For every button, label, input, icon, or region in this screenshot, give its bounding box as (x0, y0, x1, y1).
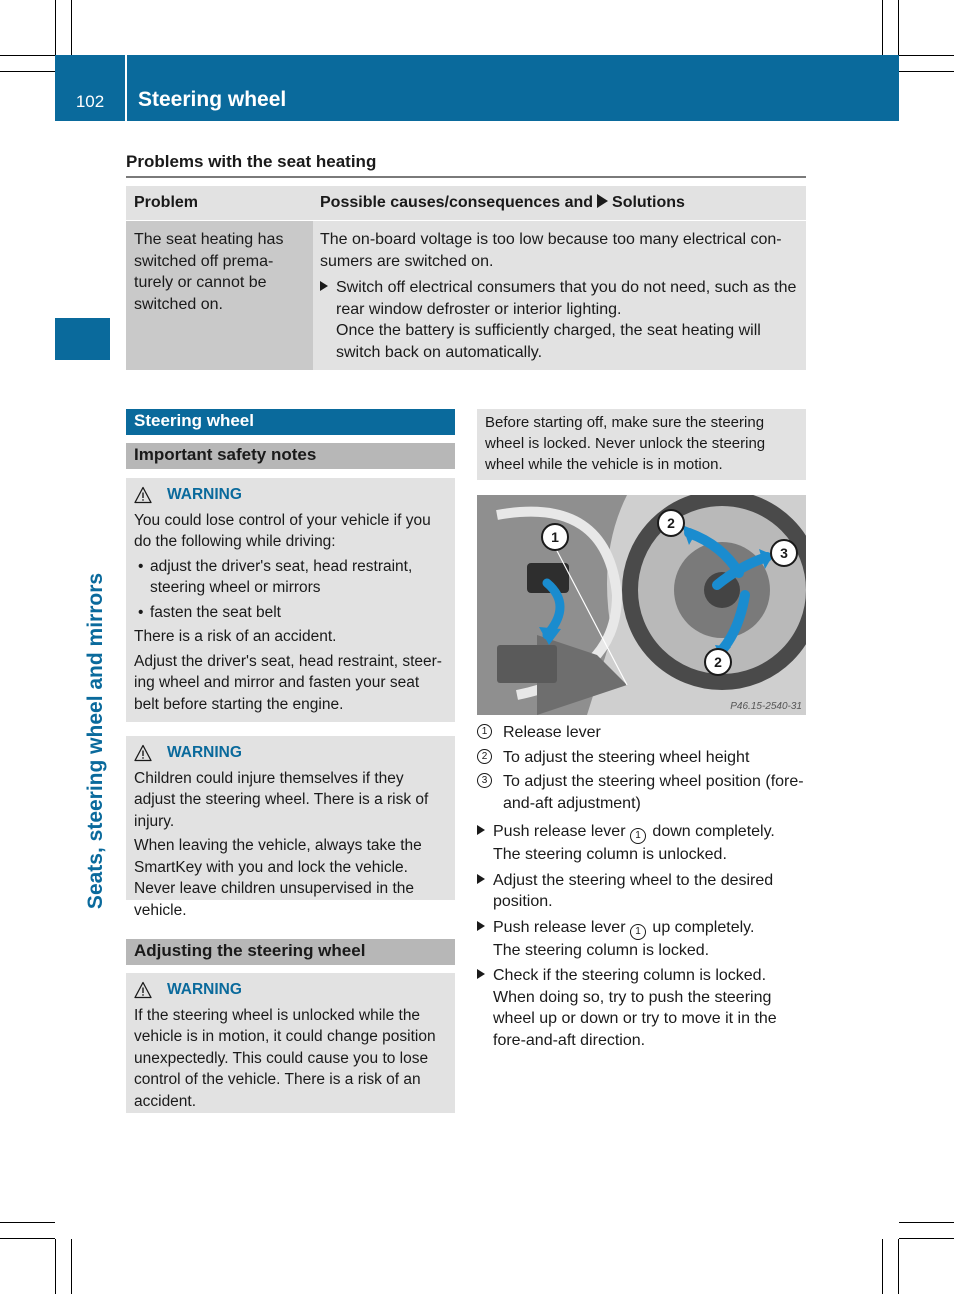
header-divider (125, 55, 127, 121)
crop-mark (0, 1238, 55, 1239)
table-row (126, 221, 806, 370)
step-text-post: up completely. (652, 918, 755, 936)
crop-mark (55, 0, 56, 55)
solution-step-followup: Once the battery is sufficiently charged, the seat heating will switch back on automatically. (336, 322, 761, 361)
play-icon (477, 921, 485, 931)
step-result: The steering column is unlocked. (493, 846, 727, 863)
warning-header (134, 484, 447, 506)
steering-wheel-illustration (477, 495, 806, 715)
crop-mark (899, 71, 954, 72)
legend-text: To adjust the steering wheel position (fore-and-aft adjustment) (503, 773, 804, 812)
list-item (477, 722, 806, 744)
crop-mark (898, 1239, 899, 1294)
crop-mark (0, 55, 55, 56)
cause-text: The on-board voltage is too low because too many electrical con-sumers are switched on. (320, 231, 782, 270)
section-title-steering-wheel: Steering wheel (126, 409, 455, 435)
legend-text: Release lever (503, 724, 601, 741)
callout-2: 2 (667, 515, 675, 531)
warning-label: WARNING (167, 486, 242, 503)
warning-triangle-icon (134, 744, 152, 762)
legend-number: 2 (477, 749, 492, 764)
crop-mark (0, 1222, 55, 1223)
crop-mark (898, 0, 899, 55)
crop-mark (882, 1239, 883, 1294)
solution-step-text: Switch off electrical consumers that you do not need, such as the rear window defroster or interior lighting. (336, 279, 797, 318)
play-icon (597, 194, 608, 208)
page-title: Steering wheel (138, 88, 287, 111)
play-icon (477, 969, 485, 979)
step-result: The steering column is locked. (493, 941, 710, 959)
warning-bullet-list (134, 556, 447, 624)
column-header-solutions-prefix: Possible causes/consequences and (320, 194, 594, 211)
inline-number: 1 (630, 924, 646, 940)
list-item: • fasten the seat belt (134, 602, 447, 624)
list-item: • adjust the driver's seat, head restraint, steering wheel or mirrors (134, 556, 447, 599)
inline-number: 1 (630, 828, 646, 844)
instruction-step (477, 821, 806, 866)
section-rule (126, 176, 806, 178)
play-icon (320, 281, 328, 291)
warning-header (134, 742, 447, 764)
legend-text: To adjust the steering wheel height (503, 748, 750, 766)
subsection-title-adjusting: Adjusting the steering wheel (126, 939, 455, 965)
callout-1: 1 (551, 529, 559, 545)
instruction-step (477, 870, 806, 913)
steering-wheel-figure (477, 495, 806, 715)
chapter-label: Seats, steering wheel and mirrors (84, 572, 107, 910)
column-header-solutions-suffix: Solutions (612, 194, 685, 211)
crop-mark (0, 71, 55, 72)
legend-number: 1 (477, 724, 492, 739)
warning-box-unlocked (126, 973, 455, 1113)
adjustment-steps (477, 821, 806, 1055)
warning-advice: Adjust the driver's seat, head restraint, steer-ing wheel and mirror and fasten your seat belt before starting the engine. (134, 652, 442, 713)
warning-label: WARNING (167, 744, 242, 761)
step-text: Adjust the steering wheel to the desired position. (493, 871, 774, 910)
play-icon (477, 825, 485, 835)
crop-mark (71, 1239, 72, 1294)
warning-triangle-icon (134, 981, 152, 999)
legend-number: 3 (477, 773, 492, 788)
step-text: Check if the steering column is locked. (493, 967, 767, 984)
step-text-pre: Push release lever (493, 918, 626, 936)
column-header-problem: Problem (134, 194, 199, 211)
crop-mark (899, 55, 954, 56)
figure-code: P46.15-2540-31 (730, 701, 802, 712)
step-text (493, 821, 806, 844)
subsection-title-safety-notes: Important safety notes (126, 443, 455, 469)
page-number: 102 (75, 92, 105, 111)
play-icon (477, 874, 485, 884)
callout-2b: 2 (714, 654, 722, 670)
note-box: Before starting off, make sure the steering wheel is locked. Never unlock the steering wheel while the vehicle is in motion. (477, 409, 806, 480)
figure-legend (477, 722, 806, 817)
section-heading-seat-heating: Problems with the seat heating (126, 152, 377, 171)
step-text-pre: Push release lever (493, 823, 626, 840)
column-header-solutions (320, 194, 685, 212)
warning-text: If the steering wheel is unlocked while the vehicle is in motion, it could change position unexpectedly. This could cause you to lose control of the vehicle. There is a risk of an accident. (134, 1006, 436, 1110)
instruction-step (477, 917, 806, 962)
crop-mark (55, 1239, 56, 1294)
solution-step (320, 277, 802, 363)
step-text (493, 917, 806, 940)
crop-mark (899, 1222, 954, 1223)
warning-intro: You could lose control of your vehicle if you do the following while driving: (134, 511, 431, 550)
crop-mark (71, 0, 72, 55)
warning-triangle-icon (134, 486, 152, 504)
solutions-cell (320, 229, 802, 363)
callout-3: 3 (780, 545, 788, 561)
instruction-step (477, 965, 806, 1051)
warning-header (134, 979, 447, 1001)
warning-text: Children could injure themselves if they adjust the steering wheel. There is a risk of injury. (134, 769, 429, 830)
problem-cell: The seat heating has switched off prema-turely or cannot be switched on. (126, 221, 313, 370)
warning-label: WARNING (167, 981, 242, 998)
crop-mark (899, 1238, 954, 1239)
warning-advice: When leaving the vehicle, always take the SmartKey with you and lock the vehicle. Never leave children unsupervised in the vehicle. (134, 837, 422, 919)
warning-box-children (126, 736, 455, 919)
crop-mark (882, 0, 883, 55)
step-text-post: down completely. (652, 823, 775, 840)
warning-box-driving (126, 478, 455, 722)
warning-risk: There is a risk of an accident. (134, 628, 337, 645)
chapter-tab (55, 318, 110, 360)
step-detail: When doing so, try to push the steering wheel up or down or try to move it in the fore-and-aft direction. (493, 988, 777, 1049)
list-item (477, 747, 806, 769)
list-item (477, 771, 806, 814)
table-header (126, 186, 806, 220)
